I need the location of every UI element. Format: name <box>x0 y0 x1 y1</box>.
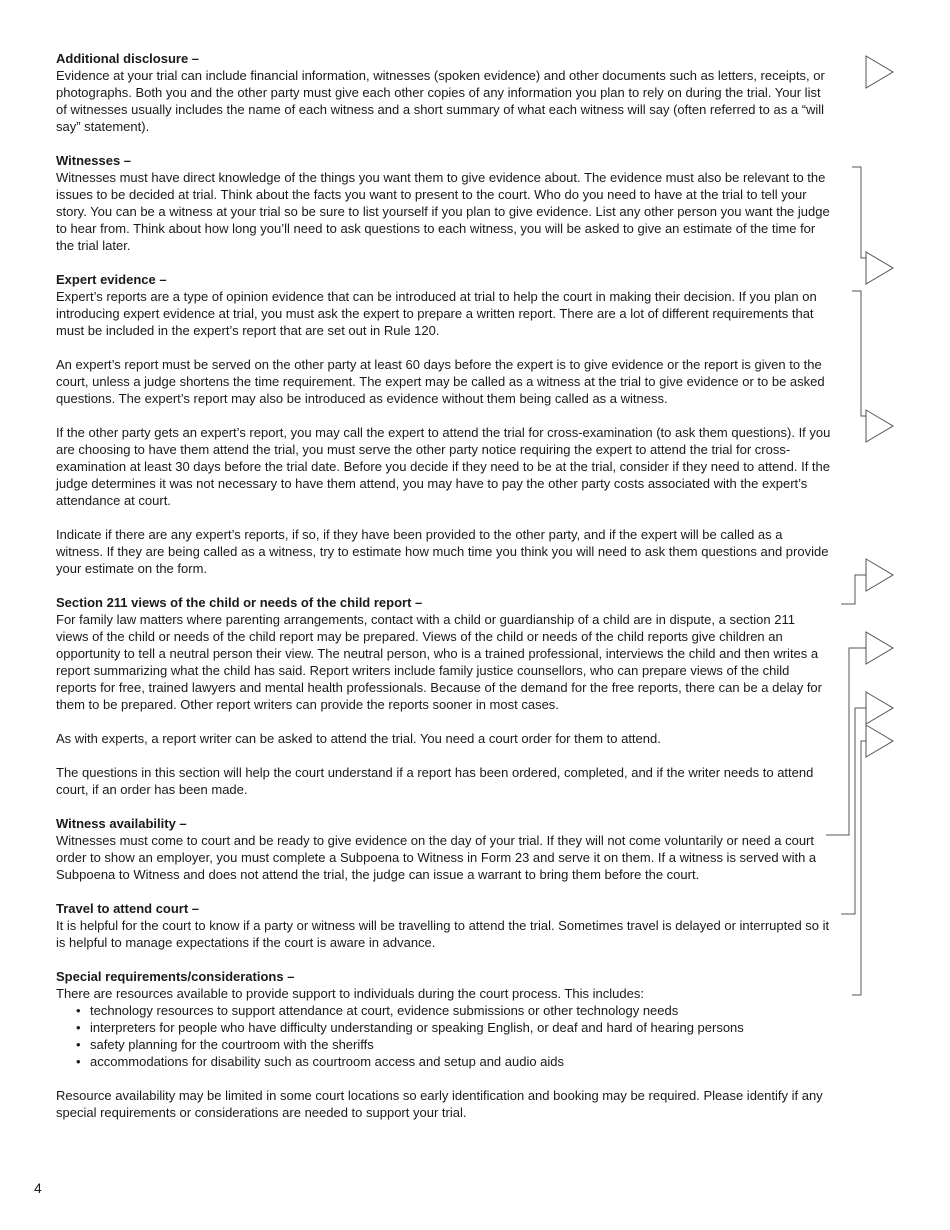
bracket-connector-icon <box>852 291 866 416</box>
section-heading: Additional disclosure – <box>56 51 200 66</box>
section-heading: Expert evidence – <box>56 272 167 287</box>
triangle-marker-icon <box>866 559 893 591</box>
list-item: • accommodations for disability such as courtroom access and setup and audio aids <box>90 1053 831 1070</box>
triangle-marker-icon <box>866 252 893 284</box>
bracket-connector-icon <box>826 648 866 835</box>
list-item: • interpreters for people who have difficulty understanding or speaking English, or deaf and hard of hearing persons <box>90 1019 831 1036</box>
list-item: • technology resources to support attendance at court, evidence submissions or other technology needs <box>90 1002 831 1019</box>
triangle-marker-icon <box>866 56 893 88</box>
section-paragraph: Indicate if there are any expert’s reports, if so, if they have been provided to the other party, and if the expert will be called as a witness. If they are being called as a witness, try to estimate how much time you think you will need to ask them questions and provide your estimate on the form. <box>56 527 829 576</box>
bracket-connector-icon <box>841 575 866 604</box>
bracket-connector-icon <box>852 741 866 995</box>
section-paragraph: As with experts, a report writer can be asked to attend the trial. You need a court order for them to attend. <box>56 731 661 746</box>
page-number: 4 <box>34 1180 42 1196</box>
section-paragraph: The questions in this section will help the court understand if a report has been ordered, completed, and if the writer needs to attend court, if an order has been made. <box>56 765 814 797</box>
section-intro: There are resources available to provide support to individuals during the court process. This includes: <box>56 986 644 1001</box>
section-body: Evidence at your trial can include financial information, witnesses (spoken evidence) and other documents such as letters, receipts, or photographs. Both you and the other party must give each other copies of any information you plan to rely on during the trial. Your list of witnesses usually includes the name of each witness and a short summary of what each witness will say (often referred to as a “will say” statement). <box>56 68 825 134</box>
section-body: It is helpful for the court to know if a party or witness will be travelling to attend the trial. Sometimes travel is delayed or interrupted so it is helpful to manage expectations if the court is aware in advance. <box>56 918 830 950</box>
triangle-marker-icon <box>866 632 893 664</box>
section-closing: Resource availability may be limited in some court locations so early identification and booking may be required. Please identify if any special requirements or considerations are needed to support your trial. <box>56 1088 823 1120</box>
section-paragraph: Expert’s reports are a type of opinion evidence that can be introduced at trial to help the court in making their decision. If you plan on introducing expert evidence at trial, you must ask the expert to prepare a written report. There are a lot of different requirements that must be included in the expert’s report that are set out in Rule 120. <box>56 289 817 338</box>
section-body: Witnesses must have direct knowledge of the things you want them to give evidence about. The evidence must also be relevant to the issues to be decided at trial. Think about the facts you want to present to the court. Who do you need to have at the trial to tell your story. You can be a witness at your trial so be sure to list yourself if you plan to give evidence. List any other person you want the judge to hear from. Think about how long you’ll need to ask questions to each witness, you will be asked to give an estimate of the time for the trial later. <box>56 170 830 253</box>
section-heading: Witness availability – <box>56 816 187 831</box>
section-paragraph: An expert’s report must be served on the other party at least 60 days before the expert is to give evidence or the report is given to the court, unless a judge shortens the time requirement. The expert may be called as a witness at the trial to give evidence or to be asked questions. The expert’s report may also be introduced as evidence without them being called as a witness. <box>56 357 825 406</box>
section-heading: Travel to attend court – <box>56 901 200 916</box>
section-paragraph: For family law matters where parenting arrangements, contact with a child or guardianship of a child are in dispute, a section 211 views of the child or needs of the child report may be prepared. Views of the child or needs of the child reports give children an opportunity to tell a neutral person their view. The neutral person, who is a trained professional, interviews the child and then writes a report summarizing what the child has said. Report writers include family justice counsellors, who can prepare views of the child reports for free, trained lawyers and mental health professionals. Because of the demand for the free reports, there can be a delay for them to be prepared. Other report writers can provide the reports sooner in most cases. <box>56 612 822 712</box>
section-heading: Witnesses – <box>56 153 132 168</box>
bracket-connector-icon <box>852 167 866 258</box>
section-heading: Special requirements/considerations – <box>56 969 295 984</box>
bracket-connector-icon <box>841 708 866 914</box>
list-item: • safety planning for the courtroom with the sheriffs <box>90 1036 831 1053</box>
triangle-marker-icon <box>866 692 893 724</box>
triangle-marker-icon <box>866 725 893 757</box>
section-heading: Section 211 views of the child or needs of the child report – <box>56 595 423 610</box>
section-paragraph: If the other party gets an expert’s report, you may call the expert to attend the trial for cross-examination (to ask them questions). If you are choosing to have them attend the trial, you must serve the other party notice requiring the expert to attend the trial for cross-examination at least 30 days before the trial date. Before you decide if they need to be at the trial, consider if they need to attend. If the judge determines it was not necessary to have them attend, you may have to pay the other party costs associated with the expert’s attendance at court. <box>56 425 831 508</box>
section-body: Witnesses must come to court and be ready to give evidence on the day of your trial. If they will not come voluntarily or need a court order to show an employer, you must complete a Subpoena to Witness in Form 23 and serve it on them. If a witness is served with a Subpoena to Witness and does not attend the trial, the judge can issue a warrant to bring them before the court. <box>56 833 817 882</box>
triangle-marker-icon <box>866 410 893 442</box>
